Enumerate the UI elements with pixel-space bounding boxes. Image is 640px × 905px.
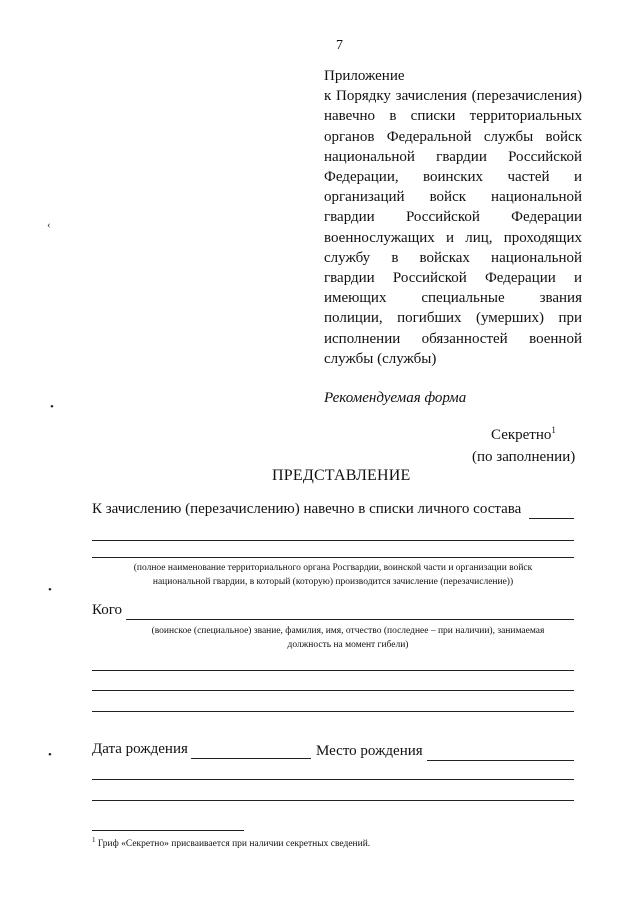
who-extra-line[interactable]: [92, 690, 574, 691]
appendix-line: гвардии Российской Федерации и: [324, 270, 582, 287]
footnote-separator: [92, 830, 244, 831]
birth-place-line[interactable]: [427, 760, 574, 761]
appendix-block: [324, 66, 582, 369]
margin-mark: •: [48, 749, 52, 761]
who-line[interactable]: [126, 619, 574, 620]
footnote: [92, 835, 371, 849]
appendix-line: службы (службы): [324, 350, 437, 367]
unit-note-line: национальной гвардии, в который (которую) производится зачисление (перезачисление)): [152, 577, 514, 587]
birth-place-label: Место рождения: [316, 743, 423, 759]
appendix-line: исполнении обязанностей военной: [324, 330, 582, 347]
enlist-blank[interactable]: [529, 518, 574, 519]
appendix-line: гвардии Российской Федерации: [324, 209, 582, 226]
margin-mark: •: [50, 401, 54, 413]
footnote-mark: 1: [92, 835, 96, 844]
birth-extra-line[interactable]: [92, 779, 574, 780]
appendix-line: военнослужащих и лиц, проходящих: [324, 229, 582, 246]
secrecy-text: Секретно: [491, 427, 552, 443]
footnote-text: Гриф «Секретно» присваивается при наличии секретных сведений.: [97, 839, 371, 849]
margin-mark: •: [48, 584, 52, 596]
secrecy-condition: (по заполнении): [472, 449, 576, 465]
unit-name-line[interactable]: [92, 540, 574, 541]
birth-date-label: Дата рождения: [92, 741, 188, 757]
unit-note: [92, 561, 574, 589]
unit-note-line: (полное наименование территориального органа Росгвардии, воинской части и организации войск: [133, 563, 533, 573]
appendix-line: к Порядку зачисления (перезачисления): [324, 88, 582, 105]
appendix-line: национальной гвардии Российской: [324, 148, 582, 165]
recommended-form-label: Рекомендуемая форма: [324, 390, 467, 406]
birth-date-line[interactable]: [191, 758, 311, 759]
appendix-line: полиции, погибших (умерших) при: [324, 310, 582, 327]
appendix-line: имеющих специальные звания: [324, 290, 582, 307]
margin-mark: ‹: [47, 219, 51, 231]
appendix-line: службу в войсках национальной: [324, 249, 582, 266]
appendix-line: организаций войск национальной: [324, 189, 582, 206]
appendix-line: Приложение: [324, 68, 405, 84]
birth-extra-line[interactable]: [92, 800, 574, 801]
page-number: 7: [336, 38, 343, 53]
who-label: Кого: [92, 602, 123, 618]
who-note-line: (воинское (специальное) звание, фамилия, имя, отчество (последнее – при наличии), занимаемая: [151, 626, 545, 636]
secrecy-label: [491, 427, 556, 444]
who-extra-line[interactable]: [92, 711, 574, 712]
who-extra-line[interactable]: [92, 670, 574, 671]
appendix-line: Федерации, воинских частей и: [324, 169, 582, 186]
appendix-line: навечно в списки территориальных: [324, 108, 582, 125]
enlist-label: К зачислению (перезачислению) навечно в списки личного состава: [92, 501, 522, 517]
unit-name-line[interactable]: [92, 557, 574, 558]
appendix-line: органов Федеральной службы войск: [324, 128, 582, 145]
document-title: ПРЕДСТАВЛЕНИЕ: [272, 467, 411, 484]
who-note: [118, 624, 578, 652]
who-note-line: должность на момент гибели): [287, 640, 409, 650]
footnote-ref: 1: [551, 425, 556, 435]
